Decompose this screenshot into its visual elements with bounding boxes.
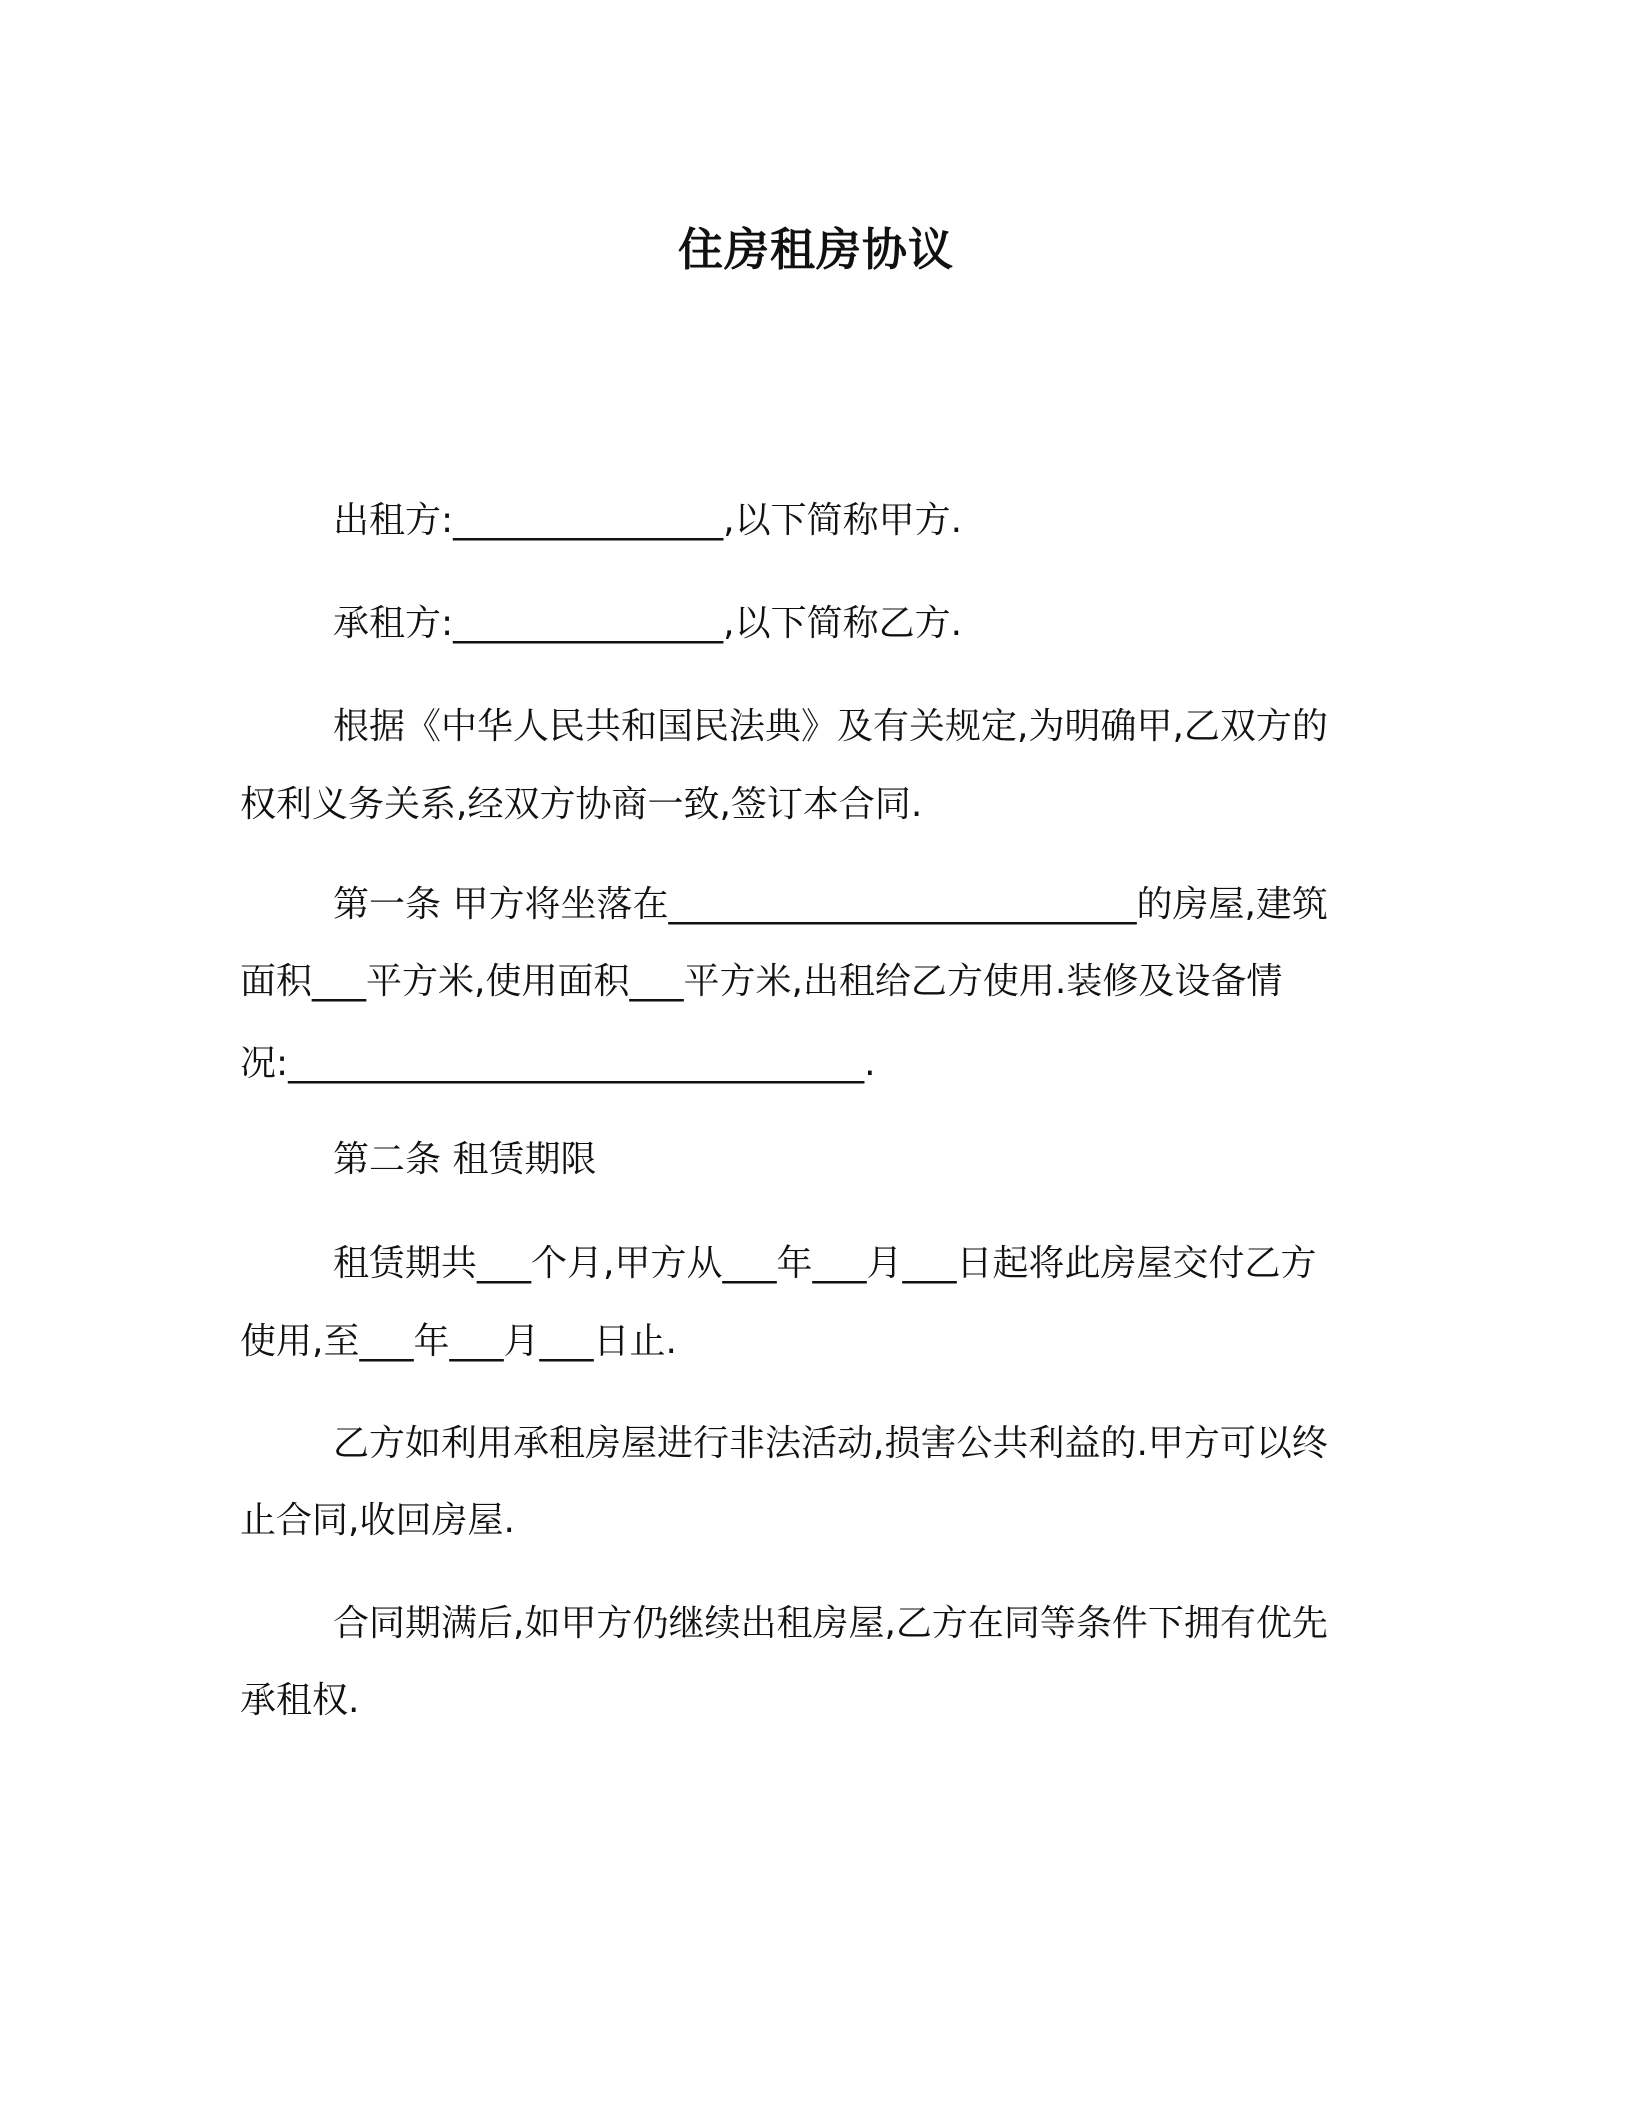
illegal-use-line-2: 止合同,收回房屋.	[240, 1500, 515, 1541]
lessor-line: 出租方:_______________,以下简称甲方.	[333, 500, 963, 541]
article-1-line-2: 面积___平方米,使用面积___平方米,出租给乙方使用.装修及设备情	[240, 961, 1283, 1002]
document-title: 住房租房协议	[677, 223, 954, 276]
preamble-line-2: 权利义务关系,经双方协商一致,签订本合同.	[240, 784, 923, 825]
article-1-line-1: 第一条 甲方将坐落在__________________________的房屋,建筑	[333, 884, 1328, 925]
renewal-line-1: 合同期满后,如甲方仍继续出租房屋,乙方在同等条件下拥有优先	[333, 1603, 1328, 1644]
renewal-line-2: 承租权.	[240, 1680, 360, 1721]
term-line-1: 租赁期共___个月,甲方从___年___月___日起将此房屋交付乙方	[333, 1243, 1317, 1284]
article-1-line-3: 况:________________________________.	[240, 1043, 876, 1084]
preamble-line-1: 根据《中华人民共和国民法典》及有关规定,为明确甲,乙双方的	[333, 706, 1328, 747]
term-line-2: 使用,至___年___月___日止.	[240, 1321, 677, 1362]
lessee-line: 承租方:_______________,以下简称乙方.	[333, 603, 963, 644]
illegal-use-line-1: 乙方如利用承租房屋进行非法活动,损害公共利益的.甲方可以终	[333, 1423, 1328, 1464]
article-2-heading: 第二条 租赁期限	[333, 1139, 597, 1180]
